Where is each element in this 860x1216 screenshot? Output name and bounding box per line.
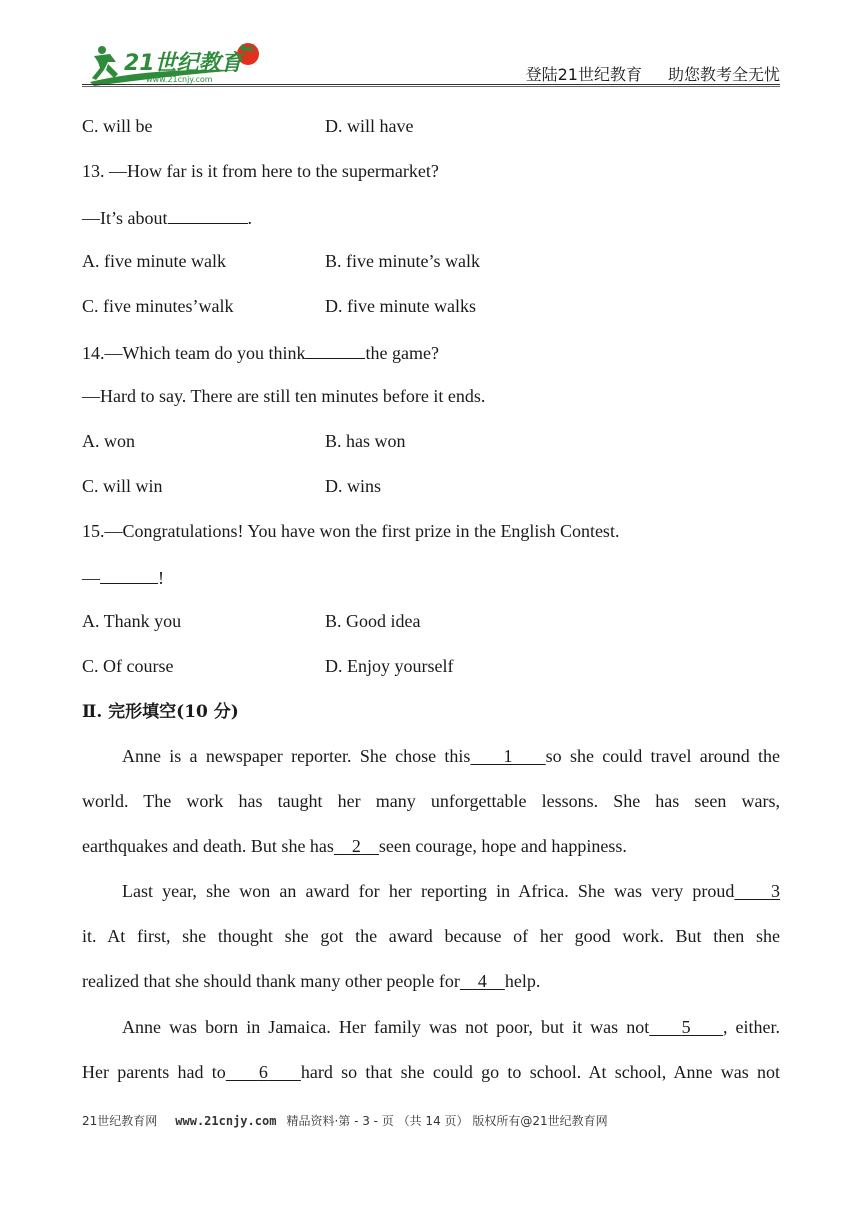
q14-option-a: A. won xyxy=(82,431,135,451)
q15-reply-text: — xyxy=(82,568,100,588)
passage-text: so she could travel around the xyxy=(545,746,781,766)
q15-reply xyxy=(82,565,164,589)
q13-reply-end: . xyxy=(247,208,252,228)
section-title: Ⅱ. 完形填空(10 分) xyxy=(82,702,239,722)
blank-number: 4 xyxy=(477,971,487,991)
q13-options-ab xyxy=(82,250,480,272)
numbered-blank xyxy=(334,836,379,856)
numbered-blank xyxy=(734,881,780,901)
q13-option-b: B. five minute’s walk xyxy=(325,251,480,271)
page-footer xyxy=(82,1112,608,1129)
passage-line xyxy=(82,835,780,857)
q12-options-cd xyxy=(82,115,414,137)
answer-blank xyxy=(305,340,365,359)
blank-number: 5 xyxy=(681,1017,691,1037)
passage-line xyxy=(122,745,780,767)
q13-reply-text: —It’s about xyxy=(82,208,168,228)
q14-options-cd xyxy=(82,475,382,497)
logo-subtext: www.21cnjy.com xyxy=(146,75,213,84)
passage-line xyxy=(122,1016,780,1038)
q15-reply-end: ! xyxy=(158,568,164,588)
blank-number: 1 xyxy=(503,746,513,766)
footer-info: 精品资料·第 - 3 - 页 （共 14 页） 版权所有@21世纪教育网 xyxy=(286,1114,608,1128)
q15-option-c: C. Of course xyxy=(82,656,174,676)
q13-option-a: A. five minute walk xyxy=(82,251,226,271)
passage-line xyxy=(82,1061,780,1083)
header-slogan xyxy=(526,62,780,85)
q15-stem: 15.—Congratulations! You have won the first prize in the English Contest. xyxy=(82,521,620,541)
q13-reply xyxy=(82,205,252,229)
passage-text: Her parents had to xyxy=(82,1062,226,1082)
passage-text: earthquakes and death. But she has xyxy=(82,836,334,856)
q13-option-d: D. five minute walks xyxy=(325,296,476,316)
q14-option-c: C. will win xyxy=(82,476,163,496)
numbered-blank xyxy=(226,1062,301,1082)
q12-option-d: D. will have xyxy=(325,116,414,136)
blank-number: 2 xyxy=(351,836,361,856)
footer-site: 21世纪教育网 xyxy=(82,1114,158,1128)
page-header xyxy=(82,38,780,90)
q14-stem-end: the game? xyxy=(365,343,439,363)
numbered-blank xyxy=(460,971,505,991)
passage-line: world. The work has taught her many unforgettable lessons. She has seen wars, xyxy=(82,791,780,811)
passage-text: Anne is a newspaper reporter. She chose this xyxy=(122,746,471,766)
passage-text: Last year, she won an award for her reporting in Africa. She was very proud xyxy=(122,881,735,901)
q15-options-ab xyxy=(82,610,421,632)
header-rule-2 xyxy=(82,86,780,87)
passage-text: realized that she should thank many other people for xyxy=(82,971,460,991)
q13-option-c: C. five minutes’walk xyxy=(82,296,234,316)
passage-text: Anne was born in Jamaica. Her family was not poor, but it was not xyxy=(122,1017,650,1037)
answer-blank xyxy=(168,205,248,224)
numbered-blank xyxy=(649,1017,723,1037)
q14-reply: —Hard to say. There are still ten minutes before it ends. xyxy=(82,386,486,406)
logo-text: 21世纪教育 xyxy=(124,51,243,76)
q12-option-c: C. will be xyxy=(82,116,153,136)
blank-number: 3 xyxy=(771,881,781,901)
q14-stem xyxy=(82,340,439,364)
header-rule xyxy=(82,84,780,85)
passage-line xyxy=(82,970,780,992)
q15-option-d: D. Enjoy yourself xyxy=(325,656,454,676)
q13-stem: 13. —How far is it from here to the supermarket? xyxy=(82,161,439,181)
logo xyxy=(88,40,264,86)
runner-icon xyxy=(92,46,118,80)
footer-url[interactable]: www.21cnjy.com xyxy=(175,1114,277,1128)
q15-options-cd xyxy=(82,655,454,677)
q15-option-b: B. Good idea xyxy=(325,611,421,631)
header-slogan-2: 助您教考全无忧 xyxy=(667,65,780,84)
passage-text: seen courage, hope and happiness. xyxy=(378,836,627,856)
answer-blank xyxy=(100,565,158,584)
q14-options-ab xyxy=(82,430,406,452)
q15-option-a: A. Thank you xyxy=(82,611,182,631)
q14-stem-text: 14.—Which team do you think xyxy=(82,343,306,363)
passage-text: , either. xyxy=(722,1017,781,1037)
passage-line: it. At first, she thought she got the award because of her good work. But then she xyxy=(82,926,780,946)
header-slogan-1: 登陆21世纪教育 xyxy=(525,65,642,84)
q14-option-d: D. wins xyxy=(325,476,382,496)
q13-options-cd xyxy=(82,295,476,317)
passage-line xyxy=(122,880,780,902)
q14-option-b: B. has won xyxy=(325,431,406,451)
blank-number: 6 xyxy=(258,1062,268,1082)
numbered-blank xyxy=(470,746,545,766)
passage-text: hard so that she could go to school. At school, Anne was not xyxy=(300,1062,781,1082)
passage-text: help. xyxy=(504,971,541,991)
